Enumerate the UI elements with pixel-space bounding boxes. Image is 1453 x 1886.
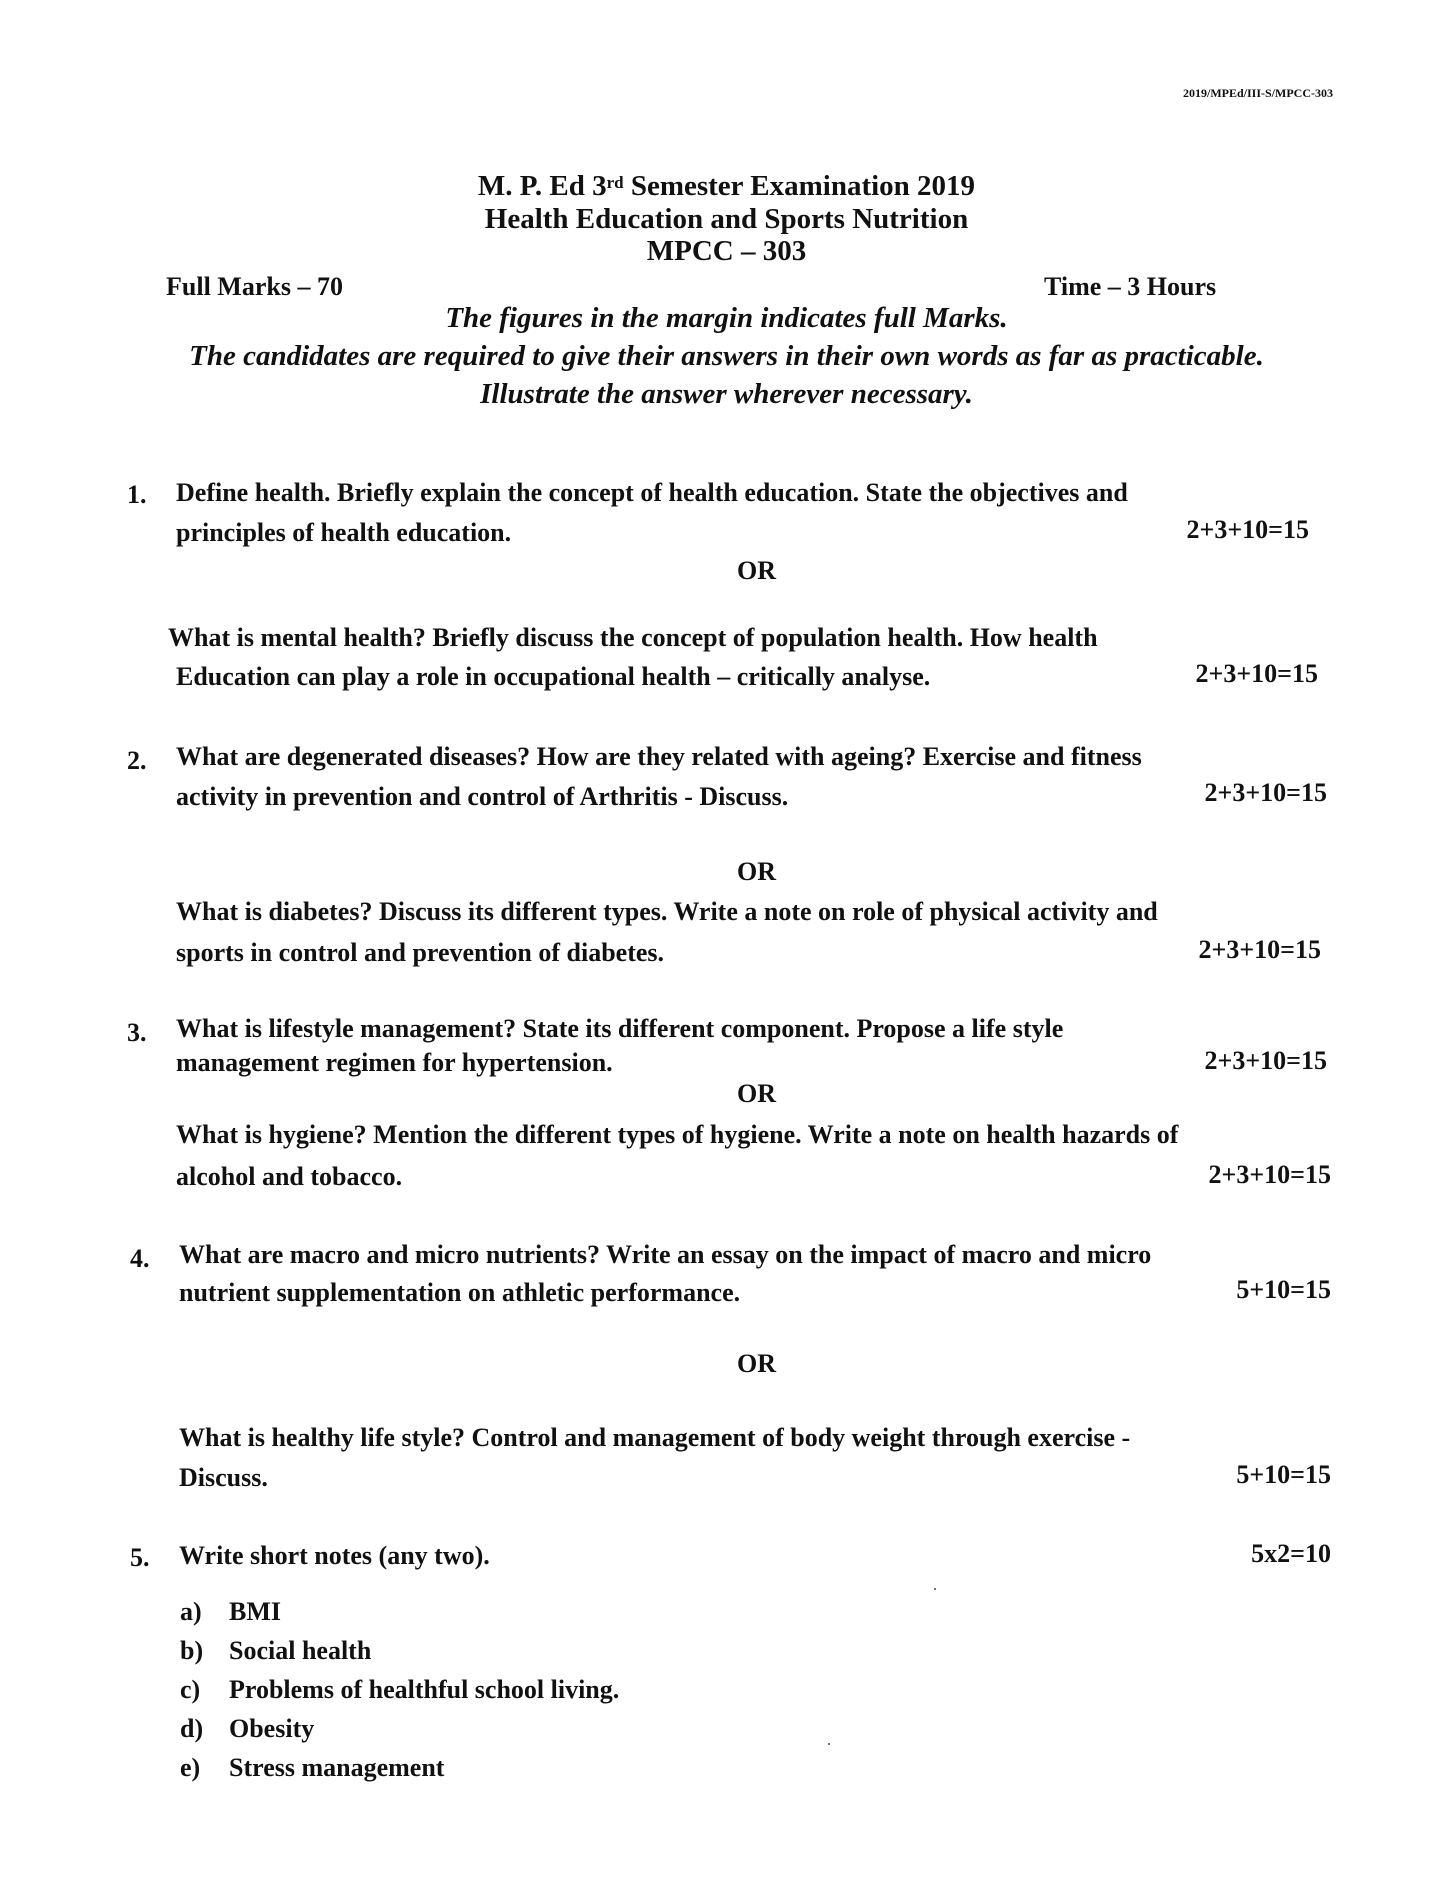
question-marks: 2+3+10=15: [1208, 1160, 1331, 1189]
question-number: 2.: [127, 746, 147, 775]
or-separator: OR: [737, 1079, 776, 1108]
question-marks: 5x2=10: [1251, 1539, 1331, 1568]
question-text-line: What is hygiene? Mention the different types of hygiene. Write a note on health hazards of: [176, 1120, 1179, 1149]
question-text-line: Discuss.: [179, 1463, 268, 1492]
paper-code: MPCC – 303: [646, 235, 807, 267]
question-text-line: What is diabetes? Discuss its different types. Write a note on role of physical activity and: [176, 897, 1158, 926]
question-marks: 2+3+10=15: [1198, 935, 1321, 964]
option-letter: a): [180, 1597, 202, 1626]
question-text-line: Define health. Briefly explain the concept of health education. State the objectives and: [176, 478, 1128, 507]
question-marks: 2+3+10=15: [1204, 1046, 1327, 1075]
question-number: 4.: [130, 1244, 150, 1273]
question-marks: 5+10=15: [1236, 1275, 1331, 1304]
scan-speck: [828, 1743, 830, 1745]
question-text-line: sports in control and prevention of diabetes.: [176, 938, 665, 967]
exam-title-superscript: rd: [606, 173, 624, 192]
question-marks: 2+3+10=15: [1204, 778, 1327, 807]
option-text: Stress management: [229, 1753, 445, 1782]
question-text-line: What is lifestyle management? State its different component. Propose a life style: [176, 1014, 1064, 1043]
question-text-line: alcohol and tobacco.: [176, 1162, 403, 1191]
option-letter: b): [180, 1636, 204, 1665]
exam-title-suffix: Semester Examination 2019: [623, 170, 976, 202]
question-text-line: nutrient supplementation on athletic performance.: [179, 1278, 741, 1307]
question-text-line: activity in prevention and control of Arthritis - Discuss.: [176, 782, 789, 811]
question-marks: 2+3+10=15: [1186, 515, 1309, 544]
instruction-3: Illustrate the answer wherever necessary.: [480, 378, 973, 410]
question-text-line: Education can play a role in occupational health – critically analyse.: [176, 662, 931, 691]
option-text: Obesity: [229, 1714, 315, 1743]
instruction-1: The figures in the margin indicates full Marks.: [445, 302, 1008, 334]
subject-title: Health Education and Sports Nutrition: [484, 203, 969, 235]
exam-title: [0, 170, 1453, 203]
option-letter: c): [180, 1675, 201, 1704]
question-number: 1.: [127, 480, 147, 509]
question-number: 5.: [130, 1543, 150, 1572]
question-text-line: What is mental health? Briefly discuss the concept of population health. How health: [168, 623, 1098, 652]
instruction-2: The candidates are required to give their answers in their own words as far as practicable.: [189, 340, 1264, 372]
question-text-line: What are degenerated diseases? How are they related with ageing? Exercise and fitness: [176, 742, 1142, 771]
question-number: 3.: [127, 1018, 147, 1047]
question-text-line: management regimen for hypertension.: [176, 1048, 613, 1077]
question-text-line: principles of health education.: [176, 518, 512, 547]
scan-speck: [934, 1588, 936, 1590]
or-separator: OR: [737, 857, 776, 886]
option-letter: d): [180, 1714, 204, 1743]
option-text: BMI: [229, 1597, 281, 1626]
question-text-line: What is healthy life style? Control and management of body weight through exercise -: [179, 1423, 1131, 1452]
question-text-line: What are macro and micro nutrients? Write an essay on the impact of macro and micro: [179, 1240, 1152, 1269]
full-marks: Full Marks – 70: [166, 272, 343, 301]
paper-code-header: 2019/MPEd/III-S/MPCC-303: [1183, 86, 1333, 100]
option-text: Problems of healthful school living.: [229, 1675, 620, 1704]
question-text-line: Write short notes (any two).: [179, 1541, 490, 1570]
exam-title-prefix: M. P. Ed 3: [477, 170, 607, 202]
option-letter: e): [180, 1753, 201, 1782]
question-marks: 5+10=15: [1236, 1460, 1331, 1489]
or-separator: OR: [737, 556, 776, 585]
time-allowed: Time – 3 Hours: [1044, 272, 1217, 301]
option-text: Social health: [229, 1636, 372, 1665]
or-separator: OR: [737, 1349, 776, 1378]
question-marks: 2+3+10=15: [1195, 659, 1318, 688]
